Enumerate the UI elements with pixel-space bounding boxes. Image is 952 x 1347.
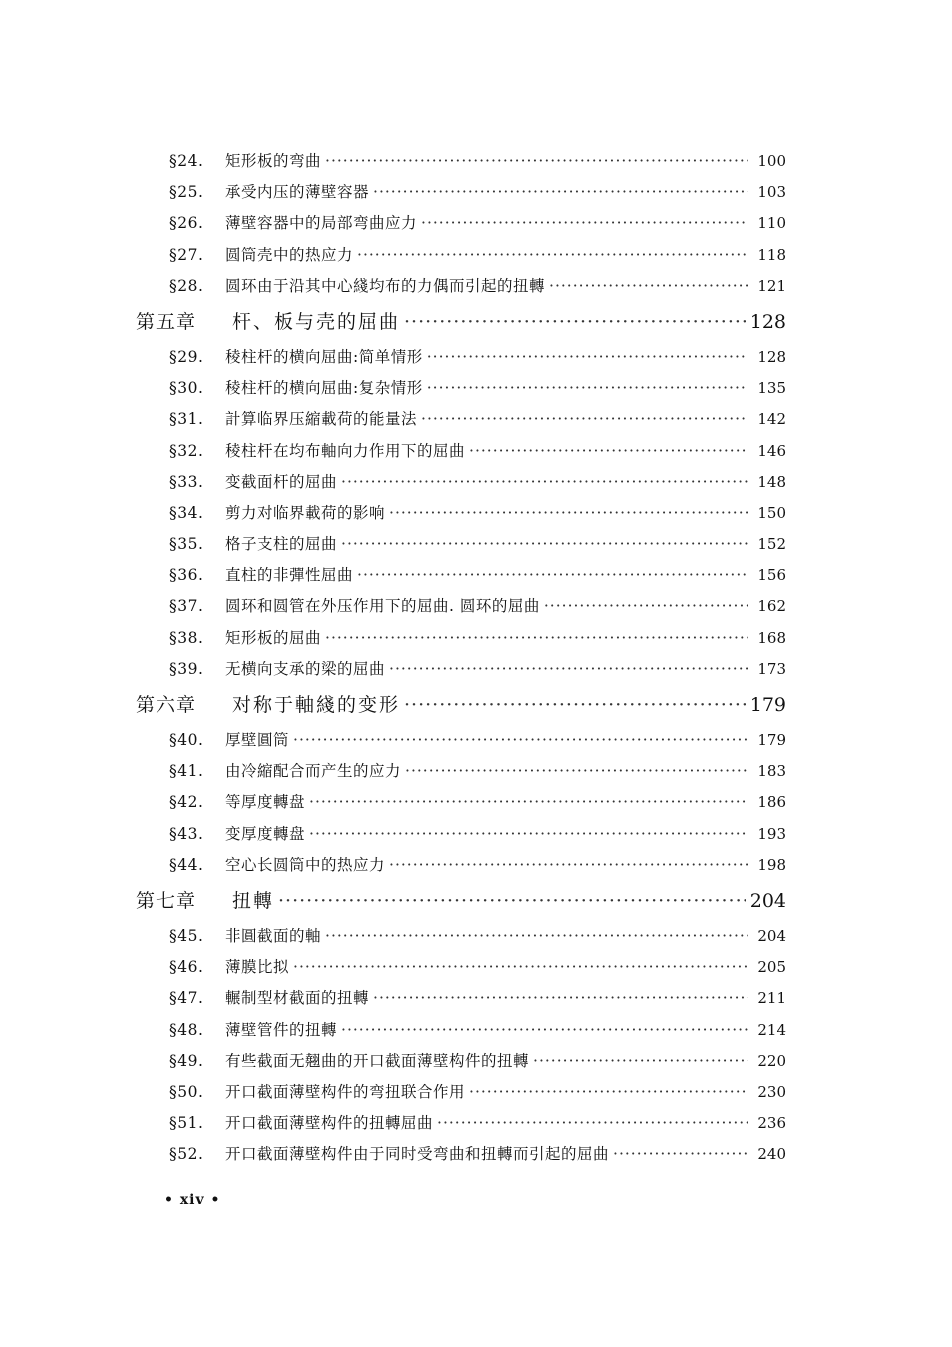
chapter-number: 第六章	[136, 694, 197, 716]
dot-leader	[341, 1015, 748, 1046]
dot-leader	[404, 302, 746, 342]
section-number: §44.	[169, 855, 204, 874]
chapter-number: 第七章	[136, 889, 197, 912]
dot-leader	[325, 623, 748, 654]
section-title: 薄壁容器中的局部弯曲应力	[225, 214, 418, 233]
toc-section-row	[136, 498, 786, 529]
page-number: 173	[757, 659, 786, 678]
section-title: 圆筒壳中的热应力	[225, 245, 354, 264]
dot-leader	[293, 952, 748, 983]
section-number: §28.	[169, 276, 204, 295]
toc-section-row	[136, 467, 786, 498]
section-title: 圆环由于沿其中心綫均布的力偶而引起的扭轉	[225, 276, 546, 295]
dot-leader	[469, 436, 748, 467]
section-title: 空心长圆筒中的热应力	[225, 855, 386, 874]
section-title: 变截面杆的屈曲	[225, 472, 338, 491]
page-number: 152	[757, 535, 786, 554]
section-number: §34.	[169, 503, 204, 522]
toc-section-row	[136, 1015, 786, 1046]
section-number: §42.	[169, 793, 204, 812]
toc-chapter-row	[136, 881, 786, 921]
toc-section-row	[136, 1046, 786, 1077]
dot-leader	[405, 756, 748, 787]
page-number: 186	[757, 793, 786, 812]
section-number: §52.	[169, 1145, 204, 1164]
section-number: §25.	[169, 183, 204, 202]
table-of-contents	[136, 146, 786, 1170]
page-number: 118	[757, 245, 786, 264]
section-number: §33.	[169, 472, 204, 491]
dot-leader	[613, 1139, 748, 1170]
dot-leader	[357, 560, 748, 591]
page-number: 146	[757, 441, 786, 460]
dot-leader	[357, 240, 748, 271]
section-title: 計算临界压縮載荷的能量法	[225, 410, 418, 429]
section-title: 厚壁圓筒	[225, 731, 290, 749]
section-title: 稜柱杆的横向屈曲:复杂情形	[225, 379, 423, 398]
section-number: §32.	[169, 441, 204, 460]
toc-section-row	[136, 591, 786, 622]
dot-leader	[341, 467, 748, 498]
section-number: §51.	[169, 1114, 204, 1133]
page-number: 162	[757, 597, 786, 616]
section-title: 稜柱杆的横向屈曲:简单情形	[225, 347, 423, 366]
toc-section-row	[136, 560, 786, 591]
dot-leader	[309, 787, 748, 818]
page-number: 204	[749, 889, 786, 912]
section-title: 輾制型材截面的扭轉	[225, 989, 370, 1008]
page-folio: • xiv •	[164, 1192, 221, 1208]
section-title: 非圓截面的軸	[225, 926, 322, 945]
page-number: 205	[757, 958, 786, 977]
section-number: §48.	[169, 1020, 204, 1039]
dot-leader	[469, 1077, 748, 1108]
dot-leader	[278, 881, 746, 921]
dot-leader	[373, 983, 748, 1014]
dot-leader	[325, 146, 748, 177]
page-number: 236	[757, 1114, 786, 1133]
page-number: 220	[757, 1051, 786, 1070]
page-number: 230	[757, 1082, 786, 1101]
section-number: §46.	[169, 958, 204, 977]
section-number: §43.	[169, 824, 204, 843]
section-title: 变厚度轉盘	[225, 824, 306, 843]
toc-section-row	[136, 819, 786, 850]
toc-section-row	[136, 756, 786, 787]
chapter-number: 第五章	[136, 310, 197, 333]
page-number: 142	[757, 410, 786, 429]
toc-chapter-row	[136, 302, 786, 342]
page-number: 148	[757, 472, 786, 491]
toc-section-row	[136, 146, 786, 177]
section-title: 等厚度轉盘	[225, 793, 306, 812]
dot-leader	[341, 529, 748, 560]
toc-section-row	[136, 983, 786, 1014]
toc-chapter-row	[136, 685, 786, 725]
dot-leader	[309, 819, 748, 850]
page-number: 204	[757, 926, 786, 945]
page-number: 103	[757, 183, 786, 202]
section-number: §24.	[169, 152, 204, 170]
section-number: §36.	[169, 566, 204, 585]
section-number: §37.	[169, 597, 204, 616]
page-number: 179	[749, 694, 786, 716]
page-number: 179	[757, 731, 786, 749]
chapter-title: 扭轉	[232, 889, 275, 912]
section-title: 由冷縮配合而产生的应力	[225, 762, 402, 781]
toc-section-row	[136, 921, 786, 952]
section-title: 有些截面无翹曲的开口截面薄壁构件的扭轉	[225, 1051, 530, 1070]
dot-leader	[549, 271, 748, 302]
dot-leader	[404, 685, 746, 725]
page-number: 121	[757, 276, 786, 295]
page-number: 198	[757, 855, 786, 874]
page-number: 183	[757, 762, 786, 781]
chapter-title: 对称于軸綫的变形	[232, 694, 401, 716]
page-number: 240	[757, 1145, 786, 1164]
page-number: 135	[757, 379, 786, 398]
dot-leader	[389, 498, 748, 529]
page-number: 156	[757, 566, 786, 585]
toc-section-row	[136, 787, 786, 818]
section-title: 薄壁管件的扭轉	[225, 1020, 338, 1039]
section-title: 稜柱杆在均布軸向力作用下的屈曲	[225, 441, 466, 460]
page-number: 150	[757, 503, 786, 522]
section-number: §31.	[169, 410, 204, 429]
page-number: 211	[757, 989, 786, 1008]
section-number: §38.	[169, 628, 204, 647]
toc-section-row	[136, 952, 786, 983]
toc-section-row	[136, 623, 786, 654]
section-number: §39.	[169, 659, 204, 678]
page-number: 100	[757, 152, 786, 170]
chapter-title: 杆、板与壳的屈曲	[232, 310, 401, 333]
section-title: 格子支柱的屈曲	[225, 535, 338, 554]
section-number: §29.	[169, 347, 204, 366]
dot-leader	[427, 342, 748, 373]
page-number: 193	[757, 824, 786, 843]
toc-section-row	[136, 654, 786, 685]
dot-leader	[533, 1046, 748, 1077]
page-number: 168	[757, 628, 786, 647]
section-title: 无横向支承的梁的屈曲	[225, 659, 386, 678]
section-number: §35.	[169, 535, 204, 554]
toc-section-row	[136, 240, 786, 271]
dot-leader	[427, 373, 748, 404]
dot-leader	[293, 725, 748, 756]
section-title: 开口截面薄壁构件的扭轉屈曲	[225, 1114, 434, 1133]
toc-section-row	[136, 271, 786, 302]
dot-leader	[325, 921, 748, 952]
dot-leader	[389, 850, 748, 881]
section-number: §47.	[169, 989, 204, 1008]
section-number: §50.	[169, 1082, 204, 1101]
dot-leader	[389, 654, 748, 685]
page-number: 110	[757, 214, 786, 233]
section-title: 矩形板的屈曲	[225, 628, 322, 647]
section-number: §49.	[169, 1051, 204, 1070]
section-number: §45.	[169, 926, 204, 945]
section-title: 矩形板的弯曲	[225, 152, 322, 170]
section-title: 剪力对临界載荷的影响	[225, 503, 386, 522]
dot-leader	[437, 1108, 748, 1139]
page-number: 128	[749, 310, 786, 333]
toc-section-row	[136, 850, 786, 881]
toc-section-row	[136, 208, 786, 239]
toc-section-row	[136, 1077, 786, 1108]
section-number: §41.	[169, 762, 204, 781]
page-number: 128	[757, 347, 786, 366]
section-title: 圆环和圆管在外压作用下的屈曲. 圆环的屈曲	[225, 597, 540, 616]
toc-section-row	[136, 529, 786, 560]
dot-leader	[421, 404, 748, 435]
section-number: §40.	[169, 731, 204, 749]
section-title: 开口截面薄壁构件的弯扭联合作用	[225, 1082, 466, 1101]
toc-section-row	[136, 1139, 786, 1170]
toc-section-row	[136, 1108, 786, 1139]
section-number: §26.	[169, 214, 204, 233]
toc-section-row	[136, 404, 786, 435]
section-title: 薄膜比拟	[225, 958, 290, 977]
section-number: §30.	[169, 379, 204, 398]
page-number: 214	[757, 1020, 786, 1039]
section-title: 承受内压的薄壁容器	[225, 183, 370, 202]
dot-leader	[544, 591, 748, 622]
section-number: §27.	[169, 245, 204, 264]
toc-section-row	[136, 725, 786, 756]
toc-section-row	[136, 342, 786, 373]
section-title: 直柱的非彈性屈曲	[225, 566, 354, 585]
toc-section-row	[136, 177, 786, 208]
section-title: 开口截面薄壁构件由于同时受弯曲和扭轉而引起的屈曲	[225, 1145, 610, 1164]
dot-leader	[421, 208, 748, 239]
toc-section-row	[136, 436, 786, 467]
toc-section-row	[136, 373, 786, 404]
dot-leader	[373, 177, 748, 208]
